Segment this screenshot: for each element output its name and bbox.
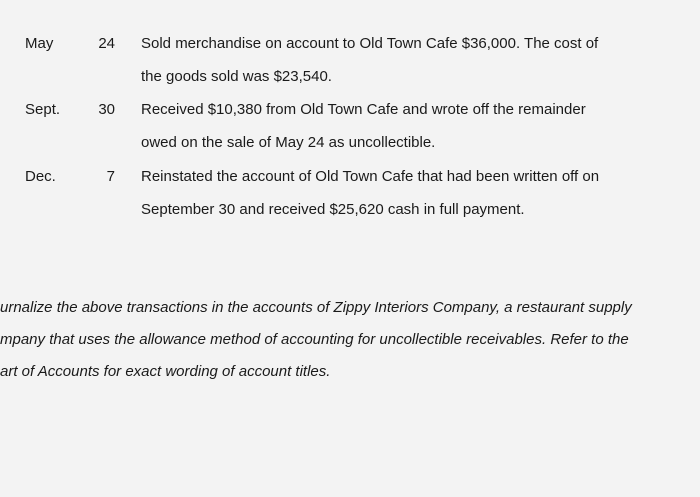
transaction-day: 7: [106, 168, 115, 185]
transaction-month: May: [25, 35, 54, 52]
description-line: the goods sold was $23,540.: [141, 68, 332, 85]
description-line: Sold merchandise on account to Old Town Cafe $36,000. The cost of: [141, 35, 599, 52]
transaction-description: [141, 100, 681, 166]
instructions-line: art of Accounts for exact wording of account titles.: [0, 363, 331, 380]
transaction-description: [141, 34, 681, 100]
instructions-line: mpany that uses the allowance method of accounting for uncollectible receivables. Refer to the: [0, 331, 629, 348]
transaction-month: Dec.: [25, 168, 56, 185]
transaction-description: [141, 167, 681, 233]
transaction-sept-30: [0, 100, 700, 166]
transaction-day: 30: [98, 101, 115, 118]
description-line: owed on the sale of May 24 as uncollectible.: [141, 134, 436, 151]
description-line: Received $10,380 from Old Town Cafe and wrote off the remainder: [141, 101, 586, 118]
instructions-line: urnalize the above transactions in the accounts of Zippy Interiors Company, a restaurant supply: [0, 299, 632, 316]
transaction-dec-7: [0, 167, 700, 233]
transaction-may-24: [0, 34, 700, 100]
instructions-paragraph: [0, 298, 700, 394]
transaction-day: 24: [98, 35, 115, 52]
description-line: Reinstated the account of Old Town Cafe that had been written off on: [141, 168, 600, 185]
transaction-month: Sept.: [25, 101, 61, 118]
description-line: September 30 and received $25,620 cash in full payment.: [141, 201, 525, 218]
